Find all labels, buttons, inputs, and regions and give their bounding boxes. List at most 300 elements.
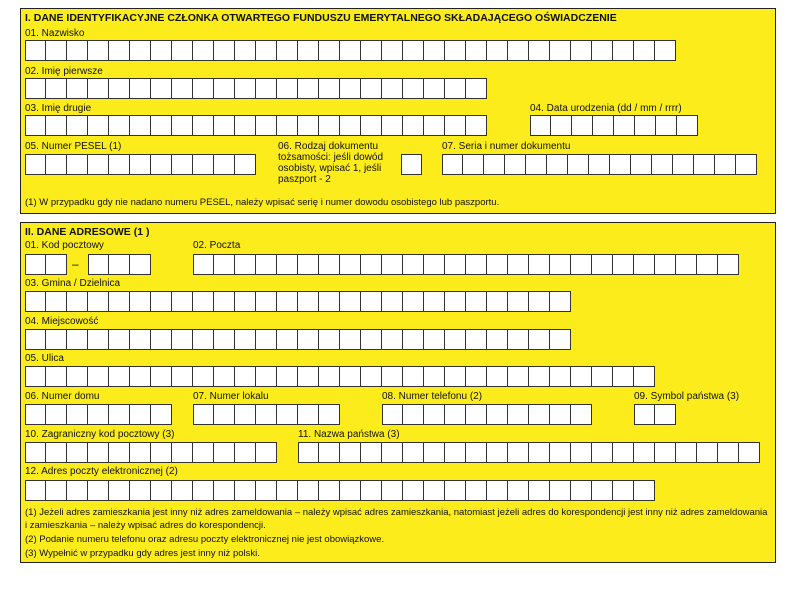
street-field-cell[interactable] <box>634 366 655 387</box>
foreign-postal-code-field-cell[interactable] <box>172 442 193 463</box>
email-field-cell[interactable] <box>445 480 466 501</box>
street-field-cell[interactable] <box>361 366 382 387</box>
email-field-cell[interactable] <box>25 480 46 501</box>
surname-field-cell[interactable] <box>277 40 298 61</box>
post-office-field-cell[interactable] <box>256 254 277 275</box>
locality-field-cell[interactable] <box>193 329 214 350</box>
first-name-field-cell[interactable] <box>424 78 445 99</box>
pesel-field-cell[interactable] <box>25 154 46 175</box>
post-office-field-cell[interactable] <box>676 254 697 275</box>
street-field-cell[interactable] <box>88 366 109 387</box>
country-name-field-cell[interactable] <box>340 442 361 463</box>
second-name-field-cell[interactable] <box>109 115 130 136</box>
postal-code-part2-field-cell[interactable] <box>88 254 109 275</box>
locality-field-cell[interactable] <box>214 329 235 350</box>
second-name-field-cell[interactable] <box>214 115 235 136</box>
phone-number-field-cell[interactable] <box>424 404 445 425</box>
phone-number-field-cell[interactable] <box>529 404 550 425</box>
email-field-cell[interactable] <box>634 480 655 501</box>
locality-field[interactable] <box>25 329 571 350</box>
birth-date-field-cell[interactable] <box>572 115 593 136</box>
second-name-field[interactable] <box>25 115 487 136</box>
street-field-cell[interactable] <box>382 366 403 387</box>
email-field-cell[interactable] <box>214 480 235 501</box>
document-number-field-cell[interactable] <box>463 154 484 175</box>
street-field-cell[interactable] <box>445 366 466 387</box>
first-name-field-cell[interactable] <box>67 78 88 99</box>
locality-field-cell[interactable] <box>88 329 109 350</box>
email-field-cell[interactable] <box>46 480 67 501</box>
email-field-cell[interactable] <box>193 480 214 501</box>
first-name-field-cell[interactable] <box>361 78 382 99</box>
postal-code-part2-field[interactable] <box>88 254 151 275</box>
locality-field-cell[interactable] <box>382 329 403 350</box>
locality-field-cell[interactable] <box>46 329 67 350</box>
pesel-field-cell[interactable] <box>235 154 256 175</box>
email-field-cell[interactable] <box>340 480 361 501</box>
locality-field-cell[interactable] <box>256 329 277 350</box>
house-number-field-cell[interactable] <box>25 404 46 425</box>
country-name-field[interactable] <box>298 442 760 463</box>
municipality-field-cell[interactable] <box>466 291 487 312</box>
email-field-cell[interactable] <box>277 480 298 501</box>
apartment-number-field-cell[interactable] <box>256 404 277 425</box>
municipality-field[interactable] <box>25 291 571 312</box>
country-name-field-cell[interactable] <box>529 442 550 463</box>
post-office-field-cell[interactable] <box>361 254 382 275</box>
locality-field-cell[interactable] <box>109 329 130 350</box>
surname-field-cell[interactable] <box>592 40 613 61</box>
country-symbol-field-cell[interactable] <box>655 404 676 425</box>
country-name-field-cell[interactable] <box>676 442 697 463</box>
foreign-postal-code-field-cell[interactable] <box>256 442 277 463</box>
email-field-cell[interactable] <box>487 480 508 501</box>
surname-field[interactable] <box>25 40 676 61</box>
municipality-field-cell[interactable] <box>298 291 319 312</box>
surname-field-cell[interactable] <box>634 40 655 61</box>
foreign-postal-code-field-cell[interactable] <box>235 442 256 463</box>
post-office-field-cell[interactable] <box>697 254 718 275</box>
municipality-field-cell[interactable] <box>319 291 340 312</box>
second-name-field-cell[interactable] <box>46 115 67 136</box>
surname-field-cell[interactable] <box>361 40 382 61</box>
post-office-field-cell[interactable] <box>403 254 424 275</box>
municipality-field-cell[interactable] <box>172 291 193 312</box>
street-field-cell[interactable] <box>256 366 277 387</box>
post-office-field-cell[interactable] <box>634 254 655 275</box>
second-name-field-cell[interactable] <box>25 115 46 136</box>
email-field-cell[interactable] <box>424 480 445 501</box>
country-name-field-cell[interactable] <box>739 442 760 463</box>
locality-field-cell[interactable] <box>172 329 193 350</box>
first-name-field-cell[interactable] <box>151 78 172 99</box>
second-name-field-cell[interactable] <box>151 115 172 136</box>
street-field-cell[interactable] <box>424 366 445 387</box>
document-number-field-cell[interactable] <box>736 154 757 175</box>
street-field-cell[interactable] <box>67 366 88 387</box>
locality-field-cell[interactable] <box>130 329 151 350</box>
phone-number-field-cell[interactable] <box>445 404 466 425</box>
phone-number-field-cell[interactable] <box>382 404 403 425</box>
surname-field-cell[interactable] <box>487 40 508 61</box>
document-number-field-cell[interactable] <box>484 154 505 175</box>
email-field-cell[interactable] <box>550 480 571 501</box>
street-field-cell[interactable] <box>172 366 193 387</box>
second-name-field-cell[interactable] <box>445 115 466 136</box>
second-name-field-cell[interactable] <box>256 115 277 136</box>
municipality-field-cell[interactable] <box>88 291 109 312</box>
locality-field-cell[interactable] <box>361 329 382 350</box>
post-office-field-cell[interactable] <box>718 254 739 275</box>
second-name-field-cell[interactable] <box>361 115 382 136</box>
country-symbol-field[interactable] <box>634 404 676 425</box>
surname-field-cell[interactable] <box>193 40 214 61</box>
country-name-field-cell[interactable] <box>634 442 655 463</box>
email-field[interactable] <box>25 480 655 501</box>
surname-field-cell[interactable] <box>214 40 235 61</box>
document-number-field-cell[interactable] <box>547 154 568 175</box>
phone-number-field[interactable] <box>382 404 592 425</box>
apartment-number-field-cell[interactable] <box>298 404 319 425</box>
post-office-field-cell[interactable] <box>466 254 487 275</box>
document-number-field-cell[interactable] <box>505 154 526 175</box>
pesel-field-cell[interactable] <box>193 154 214 175</box>
surname-field-cell[interactable] <box>151 40 172 61</box>
postal-code-part2-field-cell[interactable] <box>109 254 130 275</box>
email-field-cell[interactable] <box>130 480 151 501</box>
second-name-field-cell[interactable] <box>130 115 151 136</box>
municipality-field-cell[interactable] <box>445 291 466 312</box>
first-name-field-cell[interactable] <box>298 78 319 99</box>
surname-field-cell[interactable] <box>109 40 130 61</box>
street-field-cell[interactable] <box>46 366 67 387</box>
country-name-field-cell[interactable] <box>445 442 466 463</box>
municipality-field-cell[interactable] <box>235 291 256 312</box>
document-number-field-cell[interactable] <box>652 154 673 175</box>
first-name-field-cell[interactable] <box>382 78 403 99</box>
email-field-cell[interactable] <box>151 480 172 501</box>
street-field-cell[interactable] <box>571 366 592 387</box>
street-field-cell[interactable] <box>592 366 613 387</box>
surname-field-cell[interactable] <box>172 40 193 61</box>
phone-number-field-cell[interactable] <box>571 404 592 425</box>
first-name-field-cell[interactable] <box>235 78 256 99</box>
pesel-field-cell[interactable] <box>88 154 109 175</box>
email-field-cell[interactable] <box>403 480 424 501</box>
post-office-field-cell[interactable] <box>487 254 508 275</box>
surname-field-cell[interactable] <box>445 40 466 61</box>
first-name-field-cell[interactable] <box>46 78 67 99</box>
second-name-field-cell[interactable] <box>403 115 424 136</box>
surname-field-cell[interactable] <box>466 40 487 61</box>
document-type-field-cell[interactable] <box>401 154 422 175</box>
phone-number-field-cell[interactable] <box>466 404 487 425</box>
pesel-field-cell[interactable] <box>67 154 88 175</box>
apartment-number-field-cell[interactable] <box>193 404 214 425</box>
locality-field-cell[interactable] <box>277 329 298 350</box>
foreign-postal-code-field-cell[interactable] <box>88 442 109 463</box>
postal-code-part1-field-cell[interactable] <box>46 254 67 275</box>
municipality-field-cell[interactable] <box>508 291 529 312</box>
street-field-cell[interactable] <box>109 366 130 387</box>
locality-field-cell[interactable] <box>487 329 508 350</box>
document-number-field-cell[interactable] <box>526 154 547 175</box>
surname-field-cell[interactable] <box>403 40 424 61</box>
foreign-postal-code-field[interactable] <box>25 442 277 463</box>
birth-date-field-cell[interactable] <box>677 115 698 136</box>
second-name-field-cell[interactable] <box>382 115 403 136</box>
country-name-field-cell[interactable] <box>298 442 319 463</box>
municipality-field-cell[interactable] <box>67 291 88 312</box>
email-field-cell[interactable] <box>172 480 193 501</box>
second-name-field-cell[interactable] <box>193 115 214 136</box>
country-name-field-cell[interactable] <box>571 442 592 463</box>
email-field-cell[interactable] <box>529 480 550 501</box>
locality-field-cell[interactable] <box>424 329 445 350</box>
country-symbol-field-cell[interactable] <box>634 404 655 425</box>
second-name-field-cell[interactable] <box>424 115 445 136</box>
first-name-field-cell[interactable] <box>193 78 214 99</box>
street-field-cell[interactable] <box>550 366 571 387</box>
post-office-field-cell[interactable] <box>424 254 445 275</box>
locality-field-cell[interactable] <box>340 329 361 350</box>
municipality-field-cell[interactable] <box>529 291 550 312</box>
postal-code-part2-field-cell[interactable] <box>130 254 151 275</box>
house-number-field[interactable] <box>25 404 172 425</box>
email-field-cell[interactable] <box>319 480 340 501</box>
email-field-cell[interactable] <box>298 480 319 501</box>
street-field-cell[interactable] <box>130 366 151 387</box>
post-office-field-cell[interactable] <box>340 254 361 275</box>
country-name-field-cell[interactable] <box>403 442 424 463</box>
country-name-field-cell[interactable] <box>424 442 445 463</box>
post-office-field-cell[interactable] <box>529 254 550 275</box>
postal-code-part1-field-cell[interactable] <box>25 254 46 275</box>
municipality-field-cell[interactable] <box>550 291 571 312</box>
surname-field-cell[interactable] <box>655 40 676 61</box>
street-field-cell[interactable] <box>403 366 424 387</box>
email-field-cell[interactable] <box>235 480 256 501</box>
post-office-field-cell[interactable] <box>382 254 403 275</box>
email-field-cell[interactable] <box>88 480 109 501</box>
foreign-postal-code-field-cell[interactable] <box>25 442 46 463</box>
document-type-field[interactable] <box>401 154 422 175</box>
locality-field-cell[interactable] <box>319 329 340 350</box>
surname-field-cell[interactable] <box>256 40 277 61</box>
surname-field-cell[interactable] <box>298 40 319 61</box>
email-field-cell[interactable] <box>382 480 403 501</box>
house-number-field-cell[interactable] <box>151 404 172 425</box>
second-name-field-cell[interactable] <box>340 115 361 136</box>
surname-field-cell[interactable] <box>88 40 109 61</box>
email-field-cell[interactable] <box>592 480 613 501</box>
first-name-field-cell[interactable] <box>25 78 46 99</box>
post-office-field-cell[interactable] <box>508 254 529 275</box>
foreign-postal-code-field-cell[interactable] <box>193 442 214 463</box>
foreign-postal-code-field-cell[interactable] <box>46 442 67 463</box>
locality-field-cell[interactable] <box>403 329 424 350</box>
locality-field-cell[interactable] <box>25 329 46 350</box>
surname-field-cell[interactable] <box>235 40 256 61</box>
email-field-cell[interactable] <box>613 480 634 501</box>
country-name-field-cell[interactable] <box>550 442 571 463</box>
street-field-cell[interactable] <box>466 366 487 387</box>
house-number-field-cell[interactable] <box>67 404 88 425</box>
municipality-field-cell[interactable] <box>403 291 424 312</box>
country-name-field-cell[interactable] <box>508 442 529 463</box>
document-number-field-cell[interactable] <box>673 154 694 175</box>
second-name-field-cell[interactable] <box>277 115 298 136</box>
pesel-field-cell[interactable] <box>172 154 193 175</box>
post-office-field-cell[interactable] <box>655 254 676 275</box>
post-office-field-cell[interactable] <box>298 254 319 275</box>
street-field-cell[interactable] <box>487 366 508 387</box>
country-name-field-cell[interactable] <box>382 442 403 463</box>
post-office-field-cell[interactable] <box>445 254 466 275</box>
birth-date-field-cell[interactable] <box>593 115 614 136</box>
post-office-field-cell[interactable] <box>613 254 634 275</box>
post-office-field-cell[interactable] <box>193 254 214 275</box>
first-name-field-cell[interactable] <box>214 78 235 99</box>
street-field-cell[interactable] <box>613 366 634 387</box>
pesel-field[interactable] <box>25 154 256 175</box>
first-name-field-cell[interactable] <box>445 78 466 99</box>
pesel-field-cell[interactable] <box>214 154 235 175</box>
municipality-field-cell[interactable] <box>487 291 508 312</box>
apartment-number-field-cell[interactable] <box>214 404 235 425</box>
country-name-field-cell[interactable] <box>361 442 382 463</box>
municipality-field-cell[interactable] <box>130 291 151 312</box>
country-name-field-cell[interactable] <box>319 442 340 463</box>
birth-date-field-cell[interactable] <box>530 115 551 136</box>
birth-date-field-cell[interactable] <box>551 115 572 136</box>
post-office-field-cell[interactable] <box>571 254 592 275</box>
second-name-field-cell[interactable] <box>67 115 88 136</box>
street-field-cell[interactable] <box>214 366 235 387</box>
surname-field-cell[interactable] <box>424 40 445 61</box>
document-number-field-cell[interactable] <box>589 154 610 175</box>
phone-number-field-cell[interactable] <box>403 404 424 425</box>
locality-field-cell[interactable] <box>508 329 529 350</box>
street-field-cell[interactable] <box>151 366 172 387</box>
apartment-number-field-cell[interactable] <box>235 404 256 425</box>
surname-field-cell[interactable] <box>508 40 529 61</box>
street-field-cell[interactable] <box>340 366 361 387</box>
foreign-postal-code-field-cell[interactable] <box>214 442 235 463</box>
foreign-postal-code-field-cell[interactable] <box>151 442 172 463</box>
street-field-cell[interactable] <box>25 366 46 387</box>
locality-field-cell[interactable] <box>466 329 487 350</box>
locality-field-cell[interactable] <box>445 329 466 350</box>
municipality-field-cell[interactable] <box>277 291 298 312</box>
street-field-cell[interactable] <box>277 366 298 387</box>
post-office-field-cell[interactable] <box>592 254 613 275</box>
post-office-field[interactable] <box>193 254 739 275</box>
postal-code-part1-field[interactable] <box>25 254 67 275</box>
country-name-field-cell[interactable] <box>592 442 613 463</box>
second-name-field-cell[interactable] <box>172 115 193 136</box>
foreign-postal-code-field-cell[interactable] <box>67 442 88 463</box>
surname-field-cell[interactable] <box>613 40 634 61</box>
surname-field-cell[interactable] <box>571 40 592 61</box>
street-field-cell[interactable] <box>508 366 529 387</box>
street-field-cell[interactable] <box>193 366 214 387</box>
country-name-field-cell[interactable] <box>718 442 739 463</box>
locality-field-cell[interactable] <box>529 329 550 350</box>
country-name-field-cell[interactable] <box>487 442 508 463</box>
birth-date-field-cell[interactable] <box>614 115 635 136</box>
country-name-field-cell[interactable] <box>697 442 718 463</box>
email-field-cell[interactable] <box>466 480 487 501</box>
phone-number-field-cell[interactable] <box>550 404 571 425</box>
first-name-field[interactable] <box>25 78 487 99</box>
email-field-cell[interactable] <box>571 480 592 501</box>
municipality-field-cell[interactable] <box>340 291 361 312</box>
phone-number-field-cell[interactable] <box>487 404 508 425</box>
document-number-field-cell[interactable] <box>694 154 715 175</box>
street-field-cell[interactable] <box>529 366 550 387</box>
municipality-field-cell[interactable] <box>25 291 46 312</box>
second-name-field-cell[interactable] <box>88 115 109 136</box>
surname-field-cell[interactable] <box>550 40 571 61</box>
apartment-number-field-cell[interactable] <box>319 404 340 425</box>
locality-field-cell[interactable] <box>298 329 319 350</box>
first-name-field-cell[interactable] <box>88 78 109 99</box>
document-number-field-cell[interactable] <box>631 154 652 175</box>
house-number-field-cell[interactable] <box>130 404 151 425</box>
first-name-field-cell[interactable] <box>172 78 193 99</box>
first-name-field-cell[interactable] <box>109 78 130 99</box>
municipality-field-cell[interactable] <box>46 291 67 312</box>
document-number-field-cell[interactable] <box>442 154 463 175</box>
document-number-field[interactable] <box>442 154 757 175</box>
second-name-field-cell[interactable] <box>466 115 487 136</box>
house-number-field-cell[interactable] <box>109 404 130 425</box>
first-name-field-cell[interactable] <box>319 78 340 99</box>
document-number-field-cell[interactable] <box>610 154 631 175</box>
surname-field-cell[interactable] <box>130 40 151 61</box>
second-name-field-cell[interactable] <box>298 115 319 136</box>
municipality-field-cell[interactable] <box>382 291 403 312</box>
surname-field-cell[interactable] <box>529 40 550 61</box>
post-office-field-cell[interactable] <box>319 254 340 275</box>
first-name-field-cell[interactable] <box>340 78 361 99</box>
email-field-cell[interactable] <box>508 480 529 501</box>
post-office-field-cell[interactable] <box>550 254 571 275</box>
country-name-field-cell[interactable] <box>613 442 634 463</box>
locality-field-cell[interactable] <box>67 329 88 350</box>
first-name-field-cell[interactable] <box>466 78 487 99</box>
house-number-field-cell[interactable] <box>88 404 109 425</box>
document-number-field-cell[interactable] <box>568 154 589 175</box>
surname-field-cell[interactable] <box>340 40 361 61</box>
birth-date-field-cell[interactable] <box>635 115 656 136</box>
foreign-postal-code-field-cell[interactable] <box>130 442 151 463</box>
email-field-cell[interactable] <box>256 480 277 501</box>
pesel-field-cell[interactable] <box>130 154 151 175</box>
country-name-field-cell[interactable] <box>655 442 676 463</box>
document-number-field-cell[interactable] <box>715 154 736 175</box>
surname-field-cell[interactable] <box>25 40 46 61</box>
phone-number-field-cell[interactable] <box>508 404 529 425</box>
first-name-field-cell[interactable] <box>277 78 298 99</box>
birth-date-field[interactable] <box>530 115 698 136</box>
municipality-field-cell[interactable] <box>361 291 382 312</box>
street-field-cell[interactable] <box>319 366 340 387</box>
email-field-cell[interactable] <box>67 480 88 501</box>
surname-field-cell[interactable] <box>319 40 340 61</box>
municipality-field-cell[interactable] <box>256 291 277 312</box>
